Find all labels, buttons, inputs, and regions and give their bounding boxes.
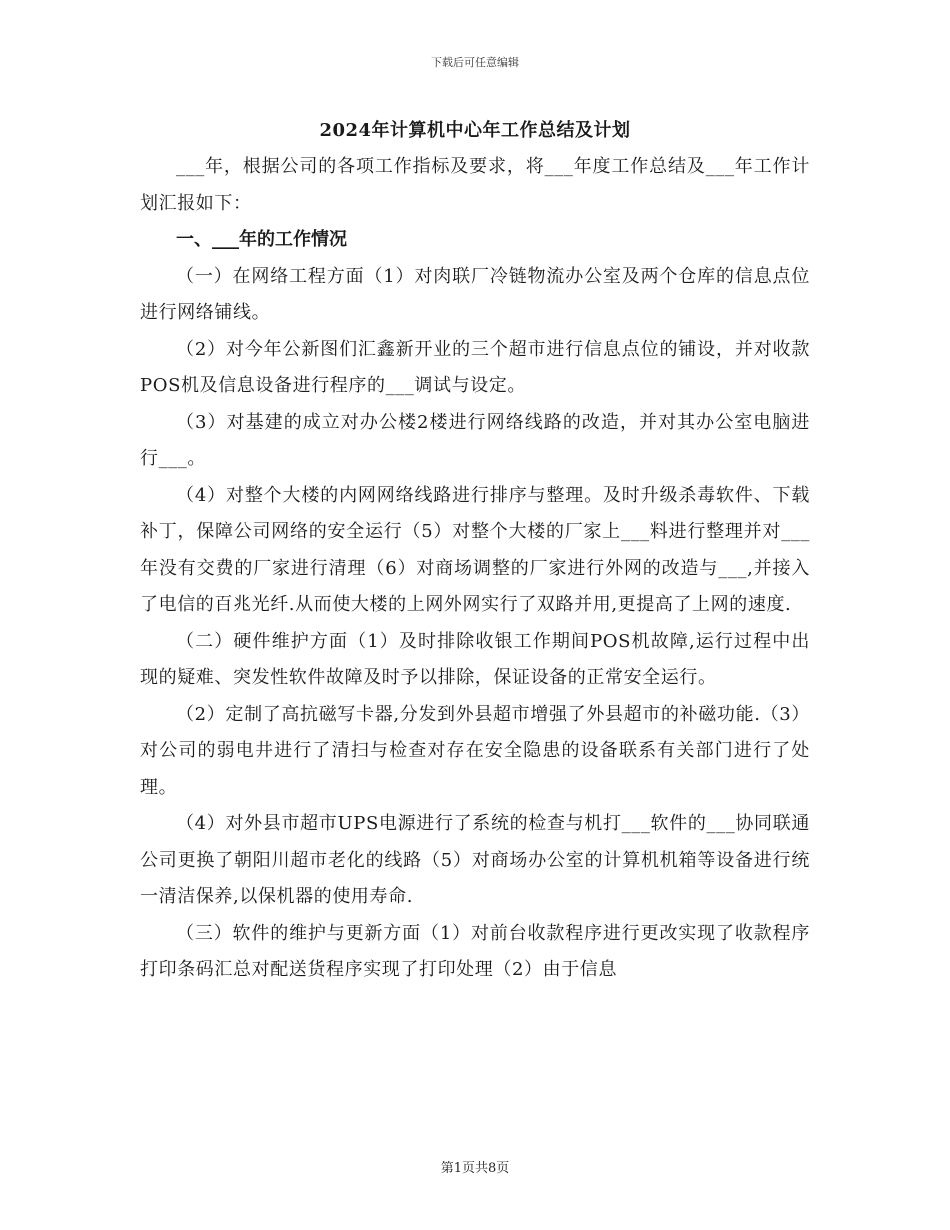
page-header-note: 下载后可任意编辑 <box>431 56 519 69</box>
body-paragraph: （4）对外县市超市UPS电源进行了系统的检查与机打___软件的___协同联通公司更换了朝阳川超市老化的线路（5）对商场办公室的计算机机箱等设备进行统一清洁保养,以保机器的使用寿命. <box>140 813 810 907</box>
body-paragraph: （2）对今年公新图们汇鑫新开业的三个超市进行信息点位的铺设，并对收款POS机及信息设备进行程序的___调试与设定。 <box>140 338 810 396</box>
body-paragraph: （二）硬件维护方面（1）及时排除收银工作期间POS机故障,运行过程中出现的疑难、突发性软件故障及时予以排除，保证设备的正常安全运行。 <box>140 630 810 688</box>
body-paragraph: （三）软件的维护与更新方面（1）对前台收款程序进行更改实现了收款程序打印条码汇总对配送货程序实现了打印处理（2）由于信息 <box>140 922 810 980</box>
intro-paragraph: ___年，根据公司的各项工作指标及要求，将___年度工作总结及___年工作计划汇报如下： <box>140 156 810 214</box>
page-number: 第1页共8页 <box>440 1161 510 1176</box>
body-paragraph: （3）对基建的成立对办公楼2楼进行网络线路的改造，并对其办公室电脑进行___。 <box>140 411 810 469</box>
body-paragraph: （2）定制了高抗磁写卡器,分发到外县超市增强了外县超市的补磁功能.（3）对公司的弱电井进行了清扫与检查对存在安全隐患的设备联系有关部门进行了处理。 <box>140 703 810 798</box>
body-paragraph: （一）在网络工程方面（1）对肉联厂冷链物流办公室及两个仓库的信息点位进行网络铺线。 <box>140 265 810 323</box>
section-heading: 一、___年的工作情况 <box>176 229 347 250</box>
body-paragraph: （4）对整个大楼的内网网络线路进行排序与整理。及时升级杀毒软件、下载补丁，保障公司网络的安全运行（5）对整个大楼的厂家上___料进行整理并对___年没有交费的厂家进行清理（6）对商场调整的厂家进行外网的改造与___,并接入了电信的百兆光纤.从而使大楼的上网外网实行了双路并用,更提高了上网的速度. <box>140 484 810 615</box>
document-title: 2024年计算机中心年工作总结及计划 <box>319 120 631 141</box>
document-body <box>140 149 810 989</box>
